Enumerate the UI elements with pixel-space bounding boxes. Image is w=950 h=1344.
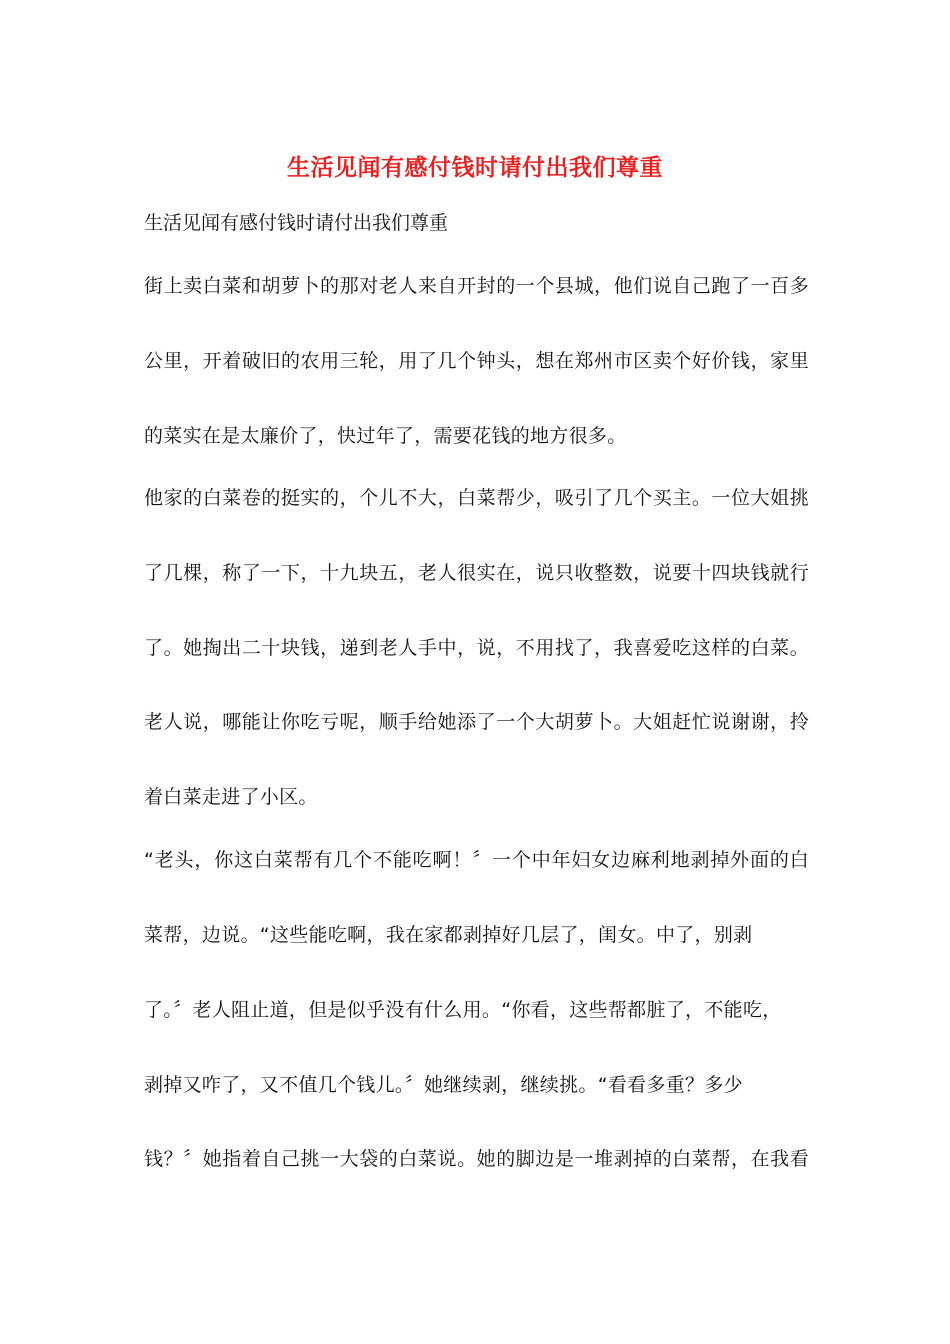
paragraph-line: “老头，你这白菜帮有几个不能吃啊！〞一个中年妇女边麻利地剥掉外面的白	[144, 849, 809, 871]
document-subtitle: 生活见闻有感付钱时请付出我们尊重	[144, 212, 449, 234]
paragraph-line: 着白菜走进了小区。	[144, 786, 318, 808]
paragraph-line: 了几棵，称了一下，十九块五，老人很实在，说只收整数，说要十四块钱就行	[144, 562, 809, 584]
paragraph-line: 钱？〞她指着自己挑一大袋的白菜说。她的脚边是一堆剥掉的白菜帮，在我看	[144, 1148, 809, 1170]
paragraph-line: 他家的白菜卷的挺实的，个儿不大，白菜帮少，吸引了几个买主。一位大姐挑	[144, 487, 809, 509]
paragraph-line: 公里，开着破旧的农用三轮，用了几个钟头，想在郑州市区卖个好价钱，家里	[144, 350, 809, 372]
paragraph-line: 了。〞老人阻止道，但是似乎没有什么用。“你看，这些帮都脏了，不能吃，	[144, 999, 782, 1021]
paragraph-line: 剥掉又咋了，又不值几个钱儿。〞她继续剥，继续挑。“看看多重？多少	[144, 1074, 743, 1096]
document-title: 生活见闻有感付钱时请付出我们尊重	[287, 154, 663, 181]
paragraph-line: 老人说，哪能让你吃亏呢，顺手给她添了一个大胡萝卜。大姐赶忙说谢谢，拎	[144, 711, 809, 733]
paragraph-line: 的菜实在是太廉价了，快过年了，需要花钱的地方很多。	[144, 425, 627, 447]
paragraph-line: 菜帮，边说。“这些能吃啊，我在家都剥掉好几层了，闺女。中了，别剥	[144, 924, 753, 946]
paragraph-line: 了。她掏出二十块钱，递到老人手中，说，不用找了，我喜爱吃这样的白菜。	[144, 637, 809, 659]
paragraph-line: 街上卖白菜和胡萝卜的那对老人来自开封的一个县城，他们说自己跑了一百多	[144, 275, 809, 297]
